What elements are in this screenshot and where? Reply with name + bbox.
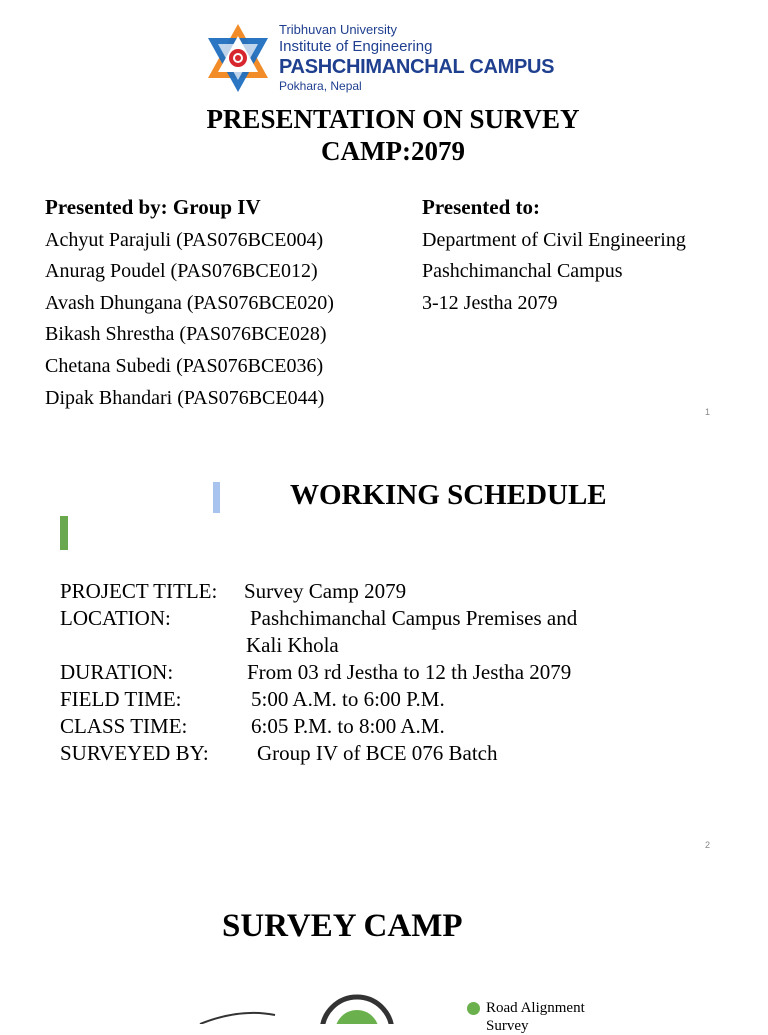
presented-by-header: Presented by: Group IV bbox=[45, 195, 261, 219]
legend-item-continuation: Survey bbox=[486, 1018, 529, 1034]
presented-by-column bbox=[45, 192, 334, 414]
legend-bullet-icon bbox=[467, 1002, 480, 1015]
slide1-title-line1: PRESENTATION ON SURVEY bbox=[206, 104, 580, 134]
member-item: Bikash Shrestha (PAS076BCE028) bbox=[45, 323, 327, 346]
logo-location: Pokhara, Nepal bbox=[279, 79, 362, 93]
member-item: Chetana Subedi (PAS076BCE036) bbox=[45, 354, 324, 377]
logo-university: Tribhuvan University bbox=[279, 22, 398, 37]
schedule-value: Pashchimanchal Campus Premises and bbox=[250, 606, 578, 630]
accent-bar-blue bbox=[213, 482, 220, 513]
presented-to-item: 3-12 Jestha 2079 bbox=[422, 291, 558, 314]
schedule-label: CLASS TIME: bbox=[60, 714, 188, 738]
slide2-page-number: 2 bbox=[705, 840, 711, 850]
member-item: Achyut Parajuli (PAS076BCE004) bbox=[45, 228, 324, 251]
schedule-value: 6:05 P.M. to 8:00 A.M. bbox=[251, 714, 445, 738]
presented-to-column bbox=[422, 192, 686, 319]
logo-institute: Institute of Engineering bbox=[279, 38, 433, 55]
presented-to-item: Department of Civil Engineering bbox=[422, 228, 686, 251]
campus-logo-text bbox=[279, 22, 554, 94]
schedule-value: Survey Camp 2079 bbox=[244, 579, 407, 603]
schedule-label: LOCATION: bbox=[60, 606, 171, 630]
slide1-title bbox=[0, 103, 768, 167]
survey-diagram bbox=[180, 990, 420, 1024]
schedule-label: DURATION: bbox=[60, 660, 174, 684]
schedule-label: FIELD TIME: bbox=[60, 687, 182, 711]
schedule-value: Group IV of BCE 076 Batch bbox=[257, 741, 498, 765]
schedule-label: SURVEYED BY: bbox=[60, 741, 209, 765]
schedule-value: Kali Khola bbox=[246, 633, 339, 657]
member-item: Anurag Poudel (PAS076BCE012) bbox=[45, 260, 318, 283]
schedule-value: 5:00 A.M. to 6:00 P.M. bbox=[251, 687, 445, 711]
slide3-title: SURVEY CAMP bbox=[222, 908, 463, 944]
presented-to-item: Pashchimanchal Campus bbox=[422, 260, 623, 283]
slide2-title: WORKING SCHEDULE bbox=[290, 479, 607, 511]
slide1-title-line2: CAMP:2079 bbox=[321, 136, 465, 166]
logo-campus: PASHCHIMANCHAL CAMPUS bbox=[279, 56, 555, 78]
campus-logo-emblem-icon bbox=[204, 22, 272, 94]
schedule-label: PROJECT TITLE: bbox=[60, 579, 218, 603]
member-item: Avash Dhungana (PAS076BCE020) bbox=[45, 291, 334, 314]
member-item: Dipak Bhandari (PAS076BCE044) bbox=[45, 386, 325, 409]
slide1-page-number: 1 bbox=[705, 407, 711, 417]
accent-bar-green bbox=[60, 516, 68, 550]
schedule-value: From 03 rd Jestha to 12 th Jestha 2079 bbox=[247, 660, 572, 684]
presented-to-header: Presented to: bbox=[422, 195, 540, 219]
legend-item: Road Alignment bbox=[486, 1000, 585, 1016]
